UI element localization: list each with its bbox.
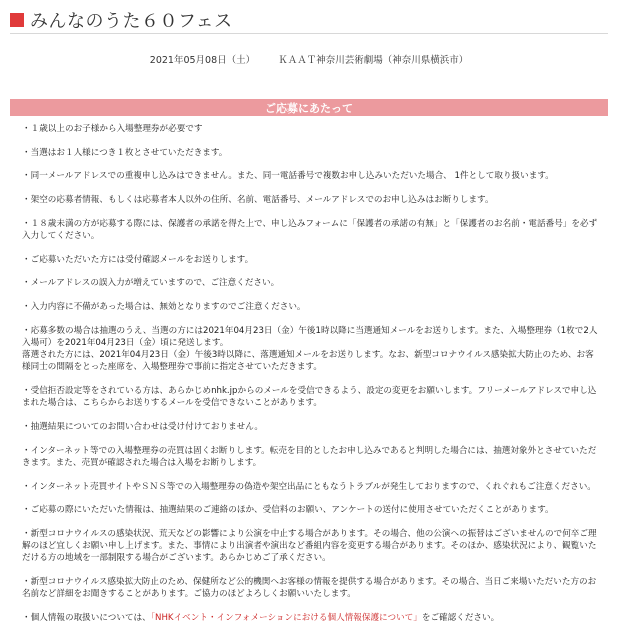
note-item: ・ご応募の際にいただいた情報は、抽選結果のご連絡のほか、受信料のお願い、アンケートの送付に使用させていただくことがあります。 xyxy=(22,505,554,516)
event-info xyxy=(10,52,608,66)
note-item: ・インターネット等での入場整理券の売買は固くお断りします。転売を目的としたお申し込みであると判明した場合には、抽選対象外とさせていただきます。また、売買が確認された場合は入場をお断りします。 xyxy=(22,445,597,468)
page-title: みんなのうた６０フェス xyxy=(30,11,233,32)
header xyxy=(10,8,608,32)
event-venue: ＫＡＡＴ神奈川芸術劇場（神奈川県横浜市） xyxy=(278,55,469,66)
note-item: ・新型コロナウイルス感染拡大防止のため、保健所など公的機関へお客様の情報を提供する場合があります。その場合、当日ご来場いただいた方のお名前など詳細をお聞きすることがあります。ご協力のほどよろしくお願いいたします。 xyxy=(22,577,597,600)
red-square-icon xyxy=(10,13,24,27)
note-item: ・新型コロナウイルスの感染状況、荒天などの影響により公演を中止する場合があります。その場合、他の公演への振替はございませんので何卒ご理解のほど宜しくお願い申し上げます。また、事情により出演者や演出など番組内容を変更する場合があります。そのほか、感染状況により、観覧いただける方の地域を一部制限する場合がございます。あらかじめご了承ください。 xyxy=(22,529,597,564)
privacy-policy-link[interactable]: 「NHKイベント・インフォメーションにおける個人情報保護について」 xyxy=(150,613,422,624)
section-title: ご応募にあたって xyxy=(265,101,353,115)
note-item: ・１歳以上のお子様から入場整理券が必要です xyxy=(22,124,203,134)
privacy-note xyxy=(22,612,602,624)
event-date: 2021年05月08日（土） xyxy=(149,55,256,66)
note-item: ・受信拒否設定等をされている方は、あらかじめnhk.jpからのメールを受信できるよう、設定の変更をお願いします。フリーメールアドレスで申し込まれた場合は、こちらからお送りするメールを受信できないことがあります。 xyxy=(22,386,597,409)
note-item: ・メールアドレスの誤入力が増えていますので、ご注意ください。 xyxy=(22,278,280,289)
note-item: ・１８歳未満の方が応募する際には、保護者の承諾を得た上で、申し込みフォームに「保護者の承諾の有無」と「保護者のお名前・電話番号」を必ず入力してください。 xyxy=(22,218,598,242)
note-item: ・入力内容に不備があった場合は、無効となりますのでご注意ください。 xyxy=(22,302,306,313)
note-item: ・同一メールアドレスでの重複申し込みはできません。また、同一電話番号で複数お申し込みいただいた場合、 1件として取り扱います。 xyxy=(22,171,554,182)
header-divider xyxy=(10,33,608,34)
privacy-prefix: ・個人情報の取扱いについては、 xyxy=(22,613,151,624)
section-heading xyxy=(10,99,608,116)
note-item: ・抽選結果についてのお問い合わせは受け付けておりません。 xyxy=(22,422,263,433)
notes-list xyxy=(22,123,602,636)
note-item: ・架空の応募者情報、もしくは応募者本人以外の住所、名前、電話番号、メールアドレスでのお申し込みはお断りします。 xyxy=(22,195,494,206)
note-item: ・応募多数の場合は抽選のうえ、当選の方には2021年04月23日（金）午後1時以降に当選通知メールをお送りします。また、入場整理券（1枚で2人入場可）を2021年04月23日（金）頃に発送します。 落選された方には、2021年04月23日（金）午後3時以降に、落選通知メールをお送りします。なお、新型コロナウイルス感染拡大防止のため、お客様同士の間隔をとった座席を、入場整理券で事前に指定させていただきます。 xyxy=(22,325,598,373)
privacy-suffix: をご確認ください。 xyxy=(421,613,500,624)
note-item: ・インターネット売買サイトやＳＮＳ等での入場整理券の偽造や架空出品にともなうトラブルが発生しておりますので、くれぐれもご注意ください。 xyxy=(22,481,596,492)
note-item: ・ご応募いただいた方には受付確認メールをお送りします。 xyxy=(22,254,254,265)
note-item: ・当選はお１人様につき１枚とさせていただきます。 xyxy=(22,147,228,158)
